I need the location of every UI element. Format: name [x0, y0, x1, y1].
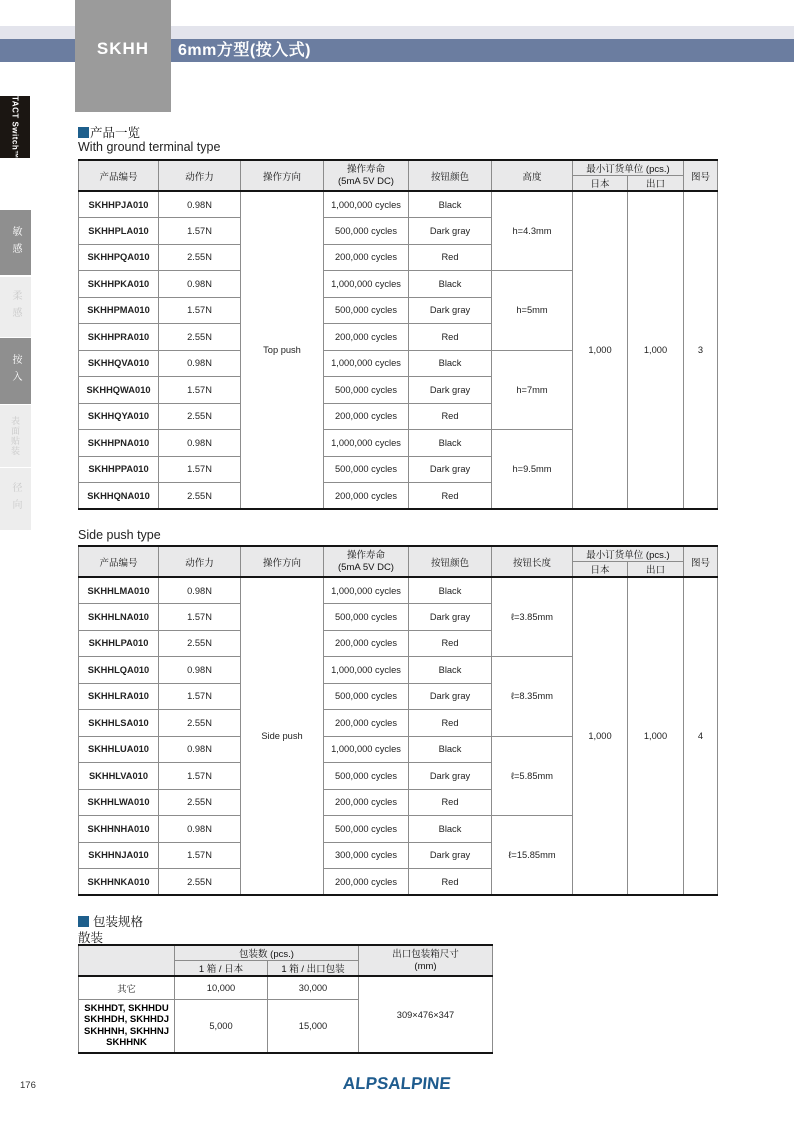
col-header-life: 操作寿命 (5mA 5V DC): [324, 546, 409, 577]
col-header-height: 高度: [492, 160, 573, 191]
height-cell: h=7mm: [492, 350, 573, 430]
force-cell: 2.55N: [159, 869, 241, 896]
force-cell: 2.55N: [159, 789, 241, 816]
force-cell: 1.57N: [159, 297, 241, 324]
force-cell: 2.55N: [159, 403, 241, 430]
carton-size-cell: 309×476×347: [359, 976, 493, 1053]
direction-cell: Top push: [241, 191, 324, 509]
color-cell: Red: [409, 324, 492, 351]
col-header-pack-qty: 包装数 (pcs.): [175, 945, 359, 961]
life-cell: 500,000 cycles: [324, 816, 409, 843]
force-cell: 0.98N: [159, 736, 241, 763]
col-header-life: 操作寿命 (5mA 5V DC): [324, 160, 409, 191]
part-number-cell: SKHHPJA010: [79, 191, 159, 218]
color-cell: Dark gray: [409, 218, 492, 245]
qty-japan-cell: 5,000: [175, 999, 268, 1053]
part-number-cell: SKHHLPA010: [79, 630, 159, 657]
force-cell: 2.55N: [159, 630, 241, 657]
force-cell: 0.98N: [159, 657, 241, 684]
col-header-direction: 操作方向: [241, 546, 324, 577]
min-order-export-cell: 1,000: [628, 191, 684, 509]
alps-alpine-logo: ALPSALPINE: [342, 1074, 452, 1093]
height-cell: h=4.3mm: [492, 191, 573, 271]
color-cell: Dark gray: [409, 604, 492, 631]
min-order-japan-cell: 1,000: [573, 577, 628, 895]
color-cell: Dark gray: [409, 842, 492, 869]
life-cell: 200,000 cycles: [324, 403, 409, 430]
col-header-part: 产品编号: [79, 160, 159, 191]
part-number-cell: SKHHQYA010: [79, 403, 159, 430]
button-length-cell: ℓ=3.85mm: [492, 577, 573, 657]
life-cell: 1,000,000 cycles: [324, 191, 409, 218]
col-header-fig: 图号: [684, 546, 718, 577]
col-header-length: 按钮长度: [492, 546, 573, 577]
part-number-cell: SKHHPNA010: [79, 430, 159, 457]
col-header-color: 按钮颜色: [409, 546, 492, 577]
force-cell: 0.98N: [159, 430, 241, 457]
col-header-export: 出口: [628, 562, 684, 578]
col-header-min-order: 最小订货单位 (pcs.): [573, 546, 684, 562]
packaging-row-label: 其它: [79, 976, 175, 999]
force-cell: 2.55N: [159, 710, 241, 737]
col-header-carton-size: 出口包装箱尺寸 (mm): [359, 945, 493, 976]
life-cell: 200,000 cycles: [324, 630, 409, 657]
life-cell: 1,000,000 cycles: [324, 577, 409, 604]
section-bullet-icon: [78, 127, 89, 138]
col-header-part: 产品编号: [79, 546, 159, 577]
part-number-cell: SKHHPKA010: [79, 271, 159, 298]
button-length-cell: ℓ=8.35mm: [492, 657, 573, 737]
subtitle-side-push: Side push type: [78, 528, 161, 542]
col-header-box-japan: 1 箱 / 日本: [175, 961, 268, 977]
product-table-top-push: [78, 159, 718, 510]
color-cell: Black: [409, 657, 492, 684]
life-cell: 1,000,000 cycles: [324, 736, 409, 763]
force-cell: 0.98N: [159, 816, 241, 843]
height-cell: h=5mm: [492, 271, 573, 351]
force-cell: 0.98N: [159, 191, 241, 218]
sidebar-tab-push-in[interactable]: 按入: [0, 338, 31, 404]
life-cell: 500,000 cycles: [324, 377, 409, 404]
force-cell: 1.57N: [159, 842, 241, 869]
life-cell: 500,000 cycles: [324, 297, 409, 324]
life-cell: 500,000 cycles: [324, 218, 409, 245]
color-cell: Red: [409, 483, 492, 510]
part-number-cell: SKHHPLA010: [79, 218, 159, 245]
force-cell: 2.55N: [159, 324, 241, 351]
packaging-corner-cell: [79, 945, 175, 976]
part-number-cell: SKHHLRA010: [79, 683, 159, 710]
color-cell: Black: [409, 577, 492, 604]
sidebar-tab-smt[interactable]: 表面贴装: [0, 405, 31, 467]
life-cell: 500,000 cycles: [324, 763, 409, 790]
part-number-cell: SKHHPRA010: [79, 324, 159, 351]
force-cell: 1.57N: [159, 604, 241, 631]
col-header-japan: 日本: [573, 562, 628, 578]
page-title: 6mm方型(按入式): [178, 42, 312, 59]
qty-export-cell: 30,000: [268, 976, 359, 999]
packaging-table: [78, 944, 493, 1054]
life-cell: 500,000 cycles: [324, 604, 409, 631]
life-cell: 500,000 cycles: [324, 456, 409, 483]
color-cell: Dark gray: [409, 683, 492, 710]
button-length-cell: ℓ=5.85mm: [492, 736, 573, 816]
min-order-export-cell: 1,000: [628, 577, 684, 895]
col-header-force: 动作力: [159, 546, 241, 577]
model-box: [75, 0, 171, 112]
tact-switch-side-label: TACT Switch™: [0, 96, 30, 158]
color-cell: Dark gray: [409, 377, 492, 404]
part-number-cell: SKHHLVA010: [79, 763, 159, 790]
life-cell: 1,000,000 cycles: [324, 657, 409, 684]
col-header-force: 动作力: [159, 160, 241, 191]
part-number-cell: SKHHPMA010: [79, 297, 159, 324]
figure-number-cell: 3: [684, 191, 718, 509]
part-number-cell: SKHHNKA010: [79, 869, 159, 896]
force-cell: 0.98N: [159, 271, 241, 298]
part-number-cell: SKHHQNA010: [79, 483, 159, 510]
qty-japan-cell: 10,000: [175, 976, 268, 999]
section-title-products: 产品一览: [90, 126, 141, 140]
life-cell: 1,000,000 cycles: [324, 271, 409, 298]
color-cell: Black: [409, 736, 492, 763]
force-cell: 1.57N: [159, 763, 241, 790]
force-cell: 1.57N: [159, 456, 241, 483]
part-number-cell: SKHHPQA010: [79, 244, 159, 271]
part-number-cell: SKHHLNA010: [79, 604, 159, 631]
part-number-cell: SKHHLWA010: [79, 789, 159, 816]
color-cell: Black: [409, 430, 492, 457]
color-cell: Black: [409, 816, 492, 843]
col-header-box-export: 1 箱 / 出口包装: [268, 961, 359, 977]
height-cell: h=9.5mm: [492, 430, 573, 510]
color-cell: Black: [409, 191, 492, 218]
life-cell: 200,000 cycles: [324, 483, 409, 510]
force-cell: 2.55N: [159, 483, 241, 510]
part-number-cell: SKHHPPA010: [79, 456, 159, 483]
part-number-cell: SKHHQWA010: [79, 377, 159, 404]
color-cell: Black: [409, 350, 492, 377]
col-header-japan: 日本: [573, 176, 628, 192]
life-cell: 200,000 cycles: [324, 324, 409, 351]
direction-cell: Side push: [241, 577, 324, 895]
life-cell: 200,000 cycles: [324, 244, 409, 271]
part-number-cell: SKHHQVA010: [79, 350, 159, 377]
life-cell: 200,000 cycles: [324, 869, 409, 896]
life-cell: 1,000,000 cycles: [324, 350, 409, 377]
subtitle-bulk: 散装: [78, 931, 104, 945]
color-cell: Dark gray: [409, 763, 492, 790]
product-table-side-push: [78, 545, 718, 896]
page-number: 176: [20, 1080, 36, 1091]
force-cell: 0.98N: [159, 350, 241, 377]
color-cell: Red: [409, 403, 492, 430]
color-cell: Red: [409, 869, 492, 896]
col-header-color: 按钮颜色: [409, 160, 492, 191]
model-name: SKHH: [96, 39, 150, 58]
force-cell: 1.57N: [159, 683, 241, 710]
section-title-packaging: 包装规格: [93, 915, 144, 929]
sidebar-tab-minkan[interactable]: 敏感: [0, 210, 31, 275]
part-number-cell: SKHHLSA010: [79, 710, 159, 737]
color-cell: Red: [409, 789, 492, 816]
color-cell: Dark gray: [409, 456, 492, 483]
col-header-export: 出口: [628, 176, 684, 192]
force-cell: 2.55N: [159, 244, 241, 271]
sidebar-tab-roukan[interactable]: 柔感: [0, 277, 31, 337]
force-cell: 1.57N: [159, 377, 241, 404]
part-number-cell: SKHHLUA010: [79, 736, 159, 763]
force-cell: 0.98N: [159, 577, 241, 604]
min-order-japan-cell: 1,000: [573, 191, 628, 509]
part-number-cell: SKHHNJA010: [79, 842, 159, 869]
qty-export-cell: 15,000: [268, 999, 359, 1053]
section-bullet-icon: [78, 916, 89, 927]
button-length-cell: ℓ=15.85mm: [492, 816, 573, 896]
life-cell: 500,000 cycles: [324, 683, 409, 710]
subtitle-ground-terminal: With ground terminal type: [78, 140, 221, 154]
col-header-direction: 操作方向: [241, 160, 324, 191]
color-cell: Red: [409, 244, 492, 271]
life-cell: 1,000,000 cycles: [324, 430, 409, 457]
life-cell: 300,000 cycles: [324, 842, 409, 869]
life-cell: 200,000 cycles: [324, 710, 409, 737]
part-number-cell: SKHHLQA010: [79, 657, 159, 684]
sidebar-tab-radial[interactable]: 径向: [0, 468, 31, 530]
color-cell: Red: [409, 710, 492, 737]
color-cell: Black: [409, 271, 492, 298]
life-cell: 200,000 cycles: [324, 789, 409, 816]
part-number-cell: SKHHNHA010: [79, 816, 159, 843]
figure-number-cell: 4: [684, 577, 718, 895]
color-cell: Dark gray: [409, 297, 492, 324]
part-number-cell: SKHHLMA010: [79, 577, 159, 604]
force-cell: 1.57N: [159, 218, 241, 245]
packaging-row-label: SKHHDT, SKHHDU SKHHDH, SKHHDJ SKHHNH, SKHHNJ SKHHNK: [79, 999, 175, 1053]
color-cell: Red: [409, 630, 492, 657]
col-header-fig: 图号: [684, 160, 718, 191]
col-header-min-order: 最小订货单位 (pcs.): [573, 160, 684, 176]
